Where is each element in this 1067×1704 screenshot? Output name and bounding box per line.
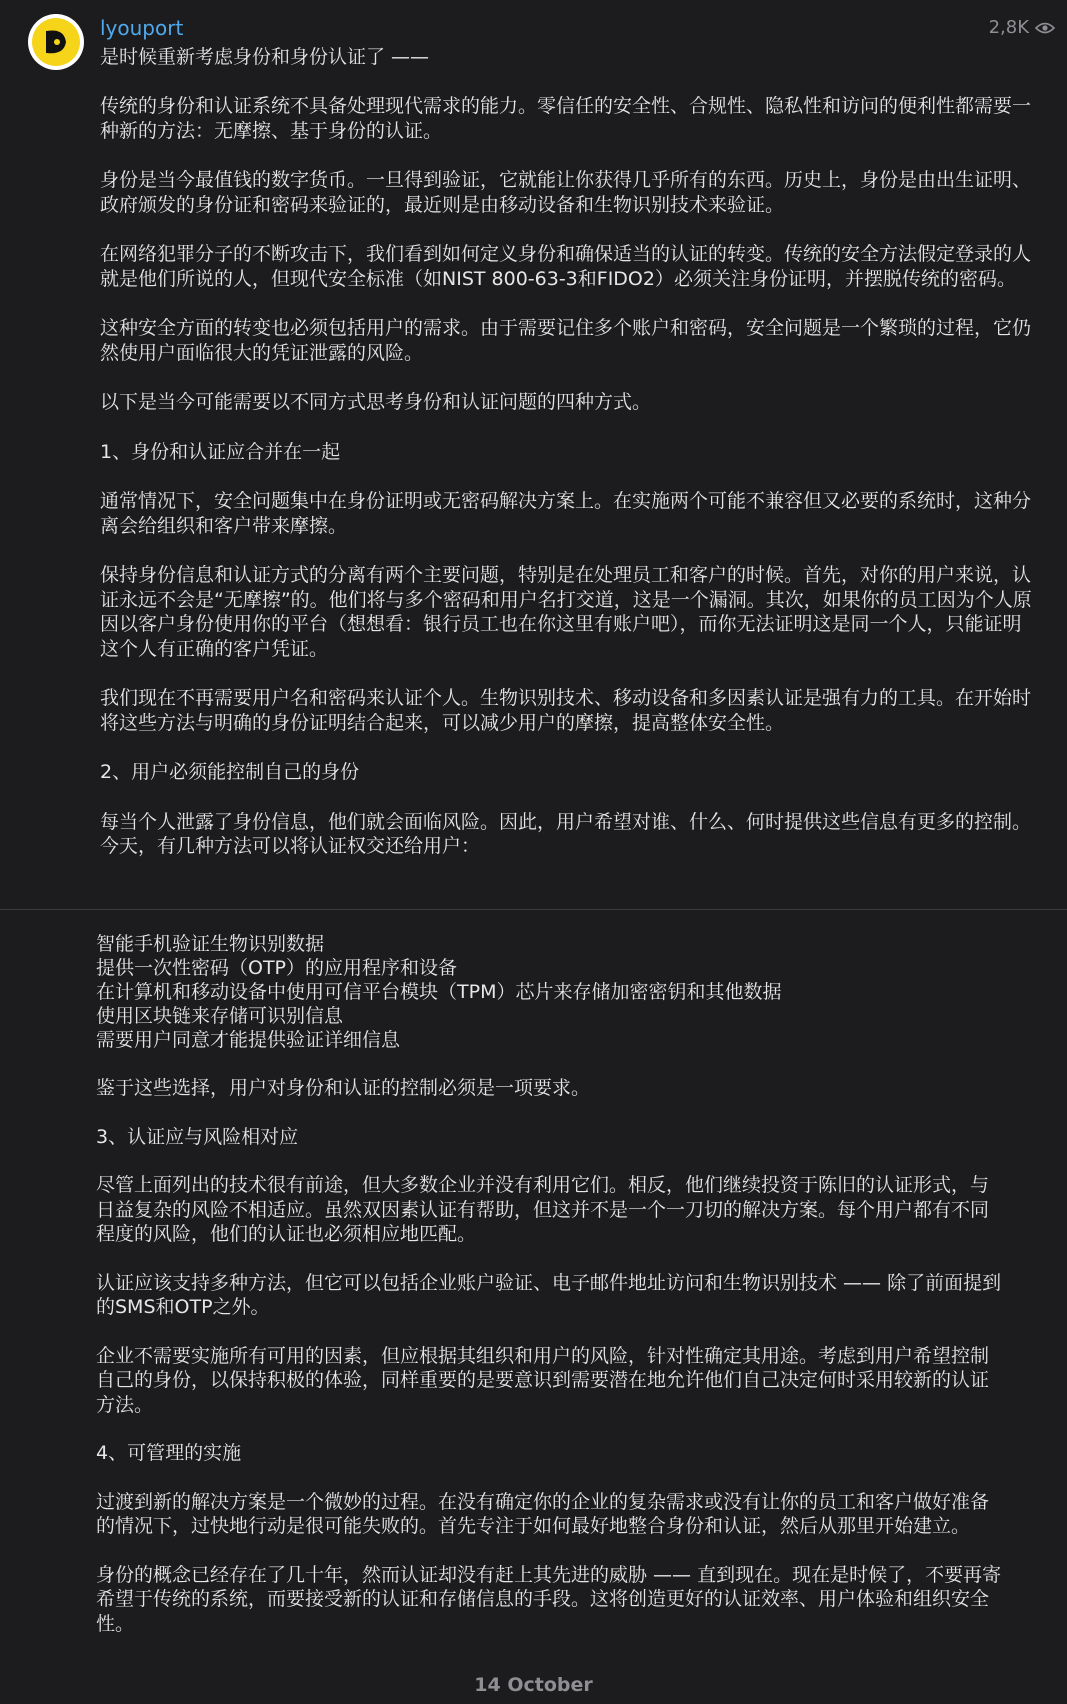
post-title: 是时候重新考虑身份和身份认证了 —— bbox=[100, 46, 430, 68]
paragraph: 通常情况下，安全问题集中在身份证明或无密码解决方案上。在实施两个可能不兼容但又必要的系统时，这种分离会给组织和客户带来摩擦。 bbox=[100, 490, 1032, 537]
paragraph: 身份的概念已经存在了几十年，然而认证却没有赶上其先进的威胁 —— 直到现在。现在是时候了，不要再寄希望于传统的系统，而要接受新的认证和存储信息的手段。这将创造更好的认证效率、用户体验和组织安全性。 bbox=[96, 1563, 1002, 1635]
paragraph: 身份是当今最值钱的数字货币。一旦得到验证，它就能让你获得几乎所有的东西。历史上，身份是由出生证明、政府颁发的身份证和密码来验证的，最近则是由移动设备和生物识别技术来验证。 bbox=[100, 169, 1032, 216]
message-divider bbox=[0, 909, 1067, 910]
view-count bbox=[989, 15, 1055, 41]
section-heading: 3、认证应与风险相对应 bbox=[96, 1125, 299, 1148]
method-list bbox=[96, 932, 1006, 1052]
eye-icon bbox=[1035, 21, 1055, 35]
paragraph: 以下是当今可能需要以不同方式思考身份和认证问题的四种方式。 bbox=[100, 391, 652, 413]
paragraph: 保持身份信息和认证方式的分离有两个主要问题，特别是在处理员工和客户的时候。首先，对你的用户来说，认证永远不会是“无摩擦”的。他们将与多个密码和用户名打交道，这是一个漏洞。其次，如果你的员工因为个人原因以客户身份使用你的平台（想想看：银行员工也在你这里有账户吧），而你无法证明这是同一个人，只能证明这个人有正确的客户凭证。 bbox=[100, 564, 1032, 660]
pirate-flag-icon bbox=[32, 18, 80, 66]
channel-avatar[interactable] bbox=[28, 14, 84, 70]
list-item: 提供一次性密码（OTP）的应用程序和设备 bbox=[96, 957, 458, 979]
list-item: 智能手机验证生物识别数据 bbox=[96, 933, 325, 955]
paragraph: 每当个人泄露了身份信息，他们就会面临风险。因此，用户希望对谁、什么、何时提供这些信息有更多的控制。今天，有几种方法可以将认证权交还给用户： bbox=[100, 810, 1032, 857]
paragraph: 传统的身份和认证系统不具备处理现代需求的能力。零信任的安全性、合规性、隐私性和访问的便利性都需要一种新的方法：无摩擦、基于身份的认证。 bbox=[100, 95, 1032, 142]
paragraph: 尽管上面列出的技术很有前途，但大多数企业并没有利用它们。相反，他们继续投资于陈旧的认证形式，与日益复杂的风险不相适应。虽然双因素认证有帮助，但这并不是一个一刀切的解决方案。每个用户都有不同程度的风险，他们的认证也必须相应地匹配。 bbox=[96, 1174, 990, 1245]
paragraph: 在网络犯罪分子的不断攻击下，我们看到如何定义身份和确保适当的认证的转变。传统的安全方法假定登录的人就是他们所说的人，但现代安全标准（如NIST 800-63-3和FIDO2）必须关注身份证明，并摆脱传统的密码。 bbox=[100, 243, 1032, 290]
date-separator: 14 October bbox=[474, 1674, 593, 1696]
section-heading: 1、身份和认证应合并在一起 bbox=[100, 440, 341, 463]
view-count-value: 2,8K bbox=[988, 17, 1029, 38]
post-body-bottom bbox=[96, 932, 1006, 1660]
paragraph: 我们现在不再需要用户名和密码来认证个人。生物识别技术、移动设备和多因素认证是强有力的工具。在开始时将这些方法与明确的身份证明结合起来，可以减少用户的摩擦，提高整体安全性。 bbox=[100, 687, 1032, 734]
list-item: 需要用户同意才能提供验证详细信息 bbox=[96, 1029, 401, 1051]
paragraph: 认证应该支持多种方法，但它可以包括企业账户验证、电子邮件地址访问和生物识别技术 —— 除了前面提到的SMS和OTP之外。 bbox=[96, 1271, 1002, 1318]
list-item: 使用区块链来存储可识别信息 bbox=[96, 1005, 344, 1027]
paragraph: 企业不需要实施所有可用的因素，但应根据其组织和用户的风险，针对性确定其用途。考虑到用户希望控制自己的身份，以保持积极的体验，同样重要的是要意识到需要潜在地允许他们自己决定何时采用较新的认证方法。 bbox=[96, 1344, 990, 1416]
section-heading: 4、可管理的实施 bbox=[96, 1442, 242, 1464]
channel-name[interactable]: lyouport bbox=[100, 16, 184, 40]
paragraph: 鉴于这些选择，用户对身份和认证的控制必须是一项要求。 bbox=[96, 1077, 591, 1099]
post-body-top bbox=[100, 94, 1040, 884]
section-heading: 2、用户必须能控制自己的身份 bbox=[100, 761, 360, 783]
paragraph: 过渡到新的解决方案是一个微妙的过程。在没有确定你的企业的复杂需求或没有让你的员工和客户做好准备的情况下，过快地行动是很可能失败的。首先专注于如何最好地整合身份和认证，然后从那里开始建立。 bbox=[96, 1490, 990, 1537]
paragraph: 这种安全方面的转变也必须包括用户的需求。由于需要记住多个账户和密码，安全问题是一个繁琐的过程，它仍然使用户面临很大的凭证泄露的风险。 bbox=[100, 317, 1032, 364]
list-item: 在计算机和移动设备中使用可信平台模块（TPM）芯片来存储加密密钥和其他数据 bbox=[96, 981, 782, 1003]
